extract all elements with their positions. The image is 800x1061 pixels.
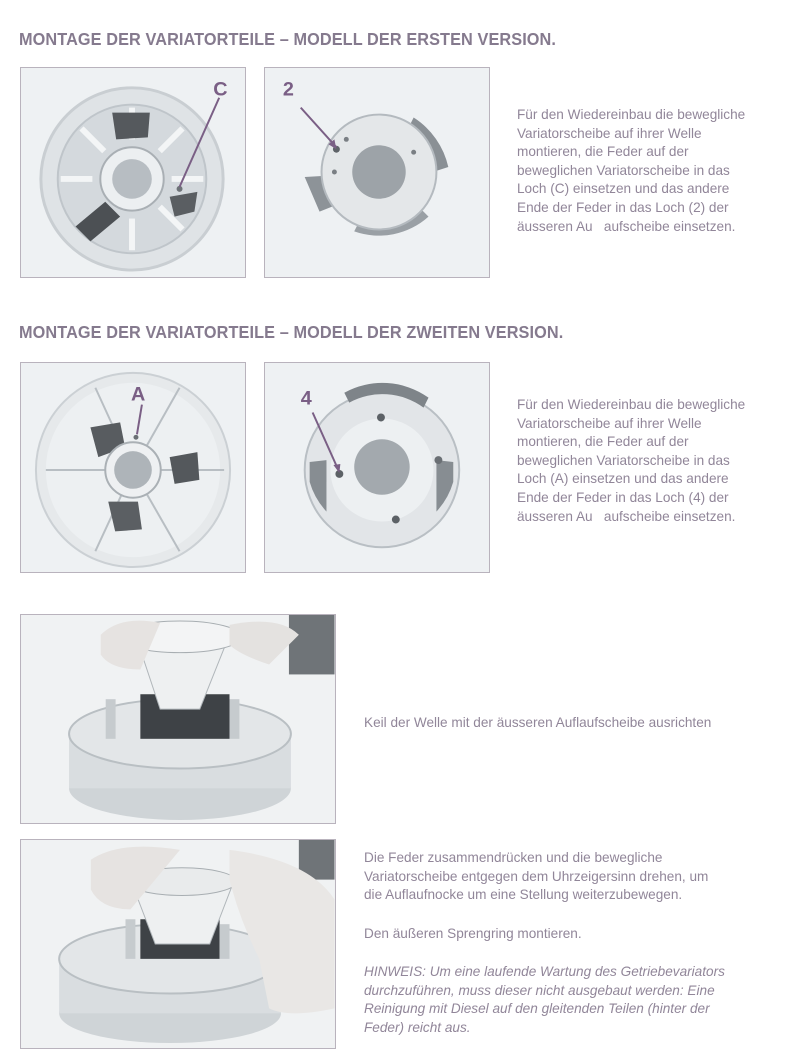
text-line: Variatorscheibe auf ihrer Welle (517, 125, 702, 141)
photo-disc-first-version (20, 67, 246, 278)
callout-label-2: 2 (282, 78, 294, 101)
note-line: HINWEIS: Um eine laufende Wartung des Getriebevariators (364, 964, 725, 979)
callout-label-c: C (213, 78, 228, 101)
text-line: äusseren Au aufscheibe einsetzen. (517, 218, 736, 234)
text-line: Loch (C) einsetzen und das andere (517, 181, 730, 197)
text-line: Für den Wiedereinbau die bewegliche (517, 107, 746, 122)
section-1-instructions (517, 106, 745, 236)
text-line: Die Feder zusammendrücken und die bewegliche (364, 850, 663, 865)
section-2-instructions (517, 396, 745, 526)
text-line: Ende der Feder in das Loch (2) der (517, 199, 729, 215)
photo-ramp-disc-second-version (264, 362, 490, 573)
callout-label-a: A (131, 383, 146, 406)
photo-ramp-disc-first-version (264, 67, 490, 278)
callout-label-4: 4 (300, 387, 312, 410)
step-align-key-text: Keil der Welle mit der äusseren Auflaufscheibe ausrichten (364, 715, 712, 730)
assembly-illustration (21, 840, 335, 1048)
note-line: Feder) reicht aus. (364, 1019, 471, 1035)
maintenance-note (364, 963, 725, 1037)
note-line: Reinigung mit Diesel auf den gleitenden Teilen (hinter der (364, 1001, 710, 1017)
note-line: durchzuführen, muss dieser nicht ausgebaut werden: Eine (364, 982, 715, 998)
step-circlip-text: Den äußeren Sprengring montieren. (364, 926, 582, 941)
text-line: montieren, die Feder auf der (517, 144, 689, 160)
step-compress-spring-text (364, 849, 708, 905)
text-line: Loch (A) einsetzen und das andere (517, 471, 729, 487)
assembly-illustration (21, 615, 335, 823)
photo-compress-spring (20, 839, 336, 1049)
text-line: Variatorscheibe auf ihrer Welle (517, 415, 702, 431)
photo-align-shaft-key (20, 614, 336, 824)
text-line: beweglichen Variatorscheibe in das (517, 162, 730, 178)
variator-disc-illustration (21, 68, 245, 277)
text-line: die Auflaufnocke um eine Stellung weiterzubewegen. (364, 887, 683, 903)
text-line: montieren, die Feder auf der (517, 434, 689, 450)
section-1-heading: MONTAGE DER VARIATORTEILE – MODELL DER ERSTEN VERSION. (19, 29, 557, 49)
text-line: Für den Wiedereinbau die bewegliche (517, 397, 746, 412)
photo-disc-second-version (20, 362, 246, 573)
ramp-disc-illustration (265, 68, 489, 277)
text-line: beweglichen Variatorscheibe in das (517, 452, 730, 468)
ramp-disc-illustration (265, 363, 489, 572)
variator-disc-illustration (21, 363, 245, 572)
text-line: Ende der Feder in das Loch (4) der (517, 489, 729, 505)
section-2-heading: MONTAGE DER VARIATORTEILE – MODELL DER ZWEITEN VERSION. (19, 322, 564, 342)
text-line: Variatorscheibe entgegen dem Uhrzeigersinn drehen, um (364, 868, 709, 884)
text-line: äusseren Au aufscheibe einsetzen. (517, 508, 736, 524)
